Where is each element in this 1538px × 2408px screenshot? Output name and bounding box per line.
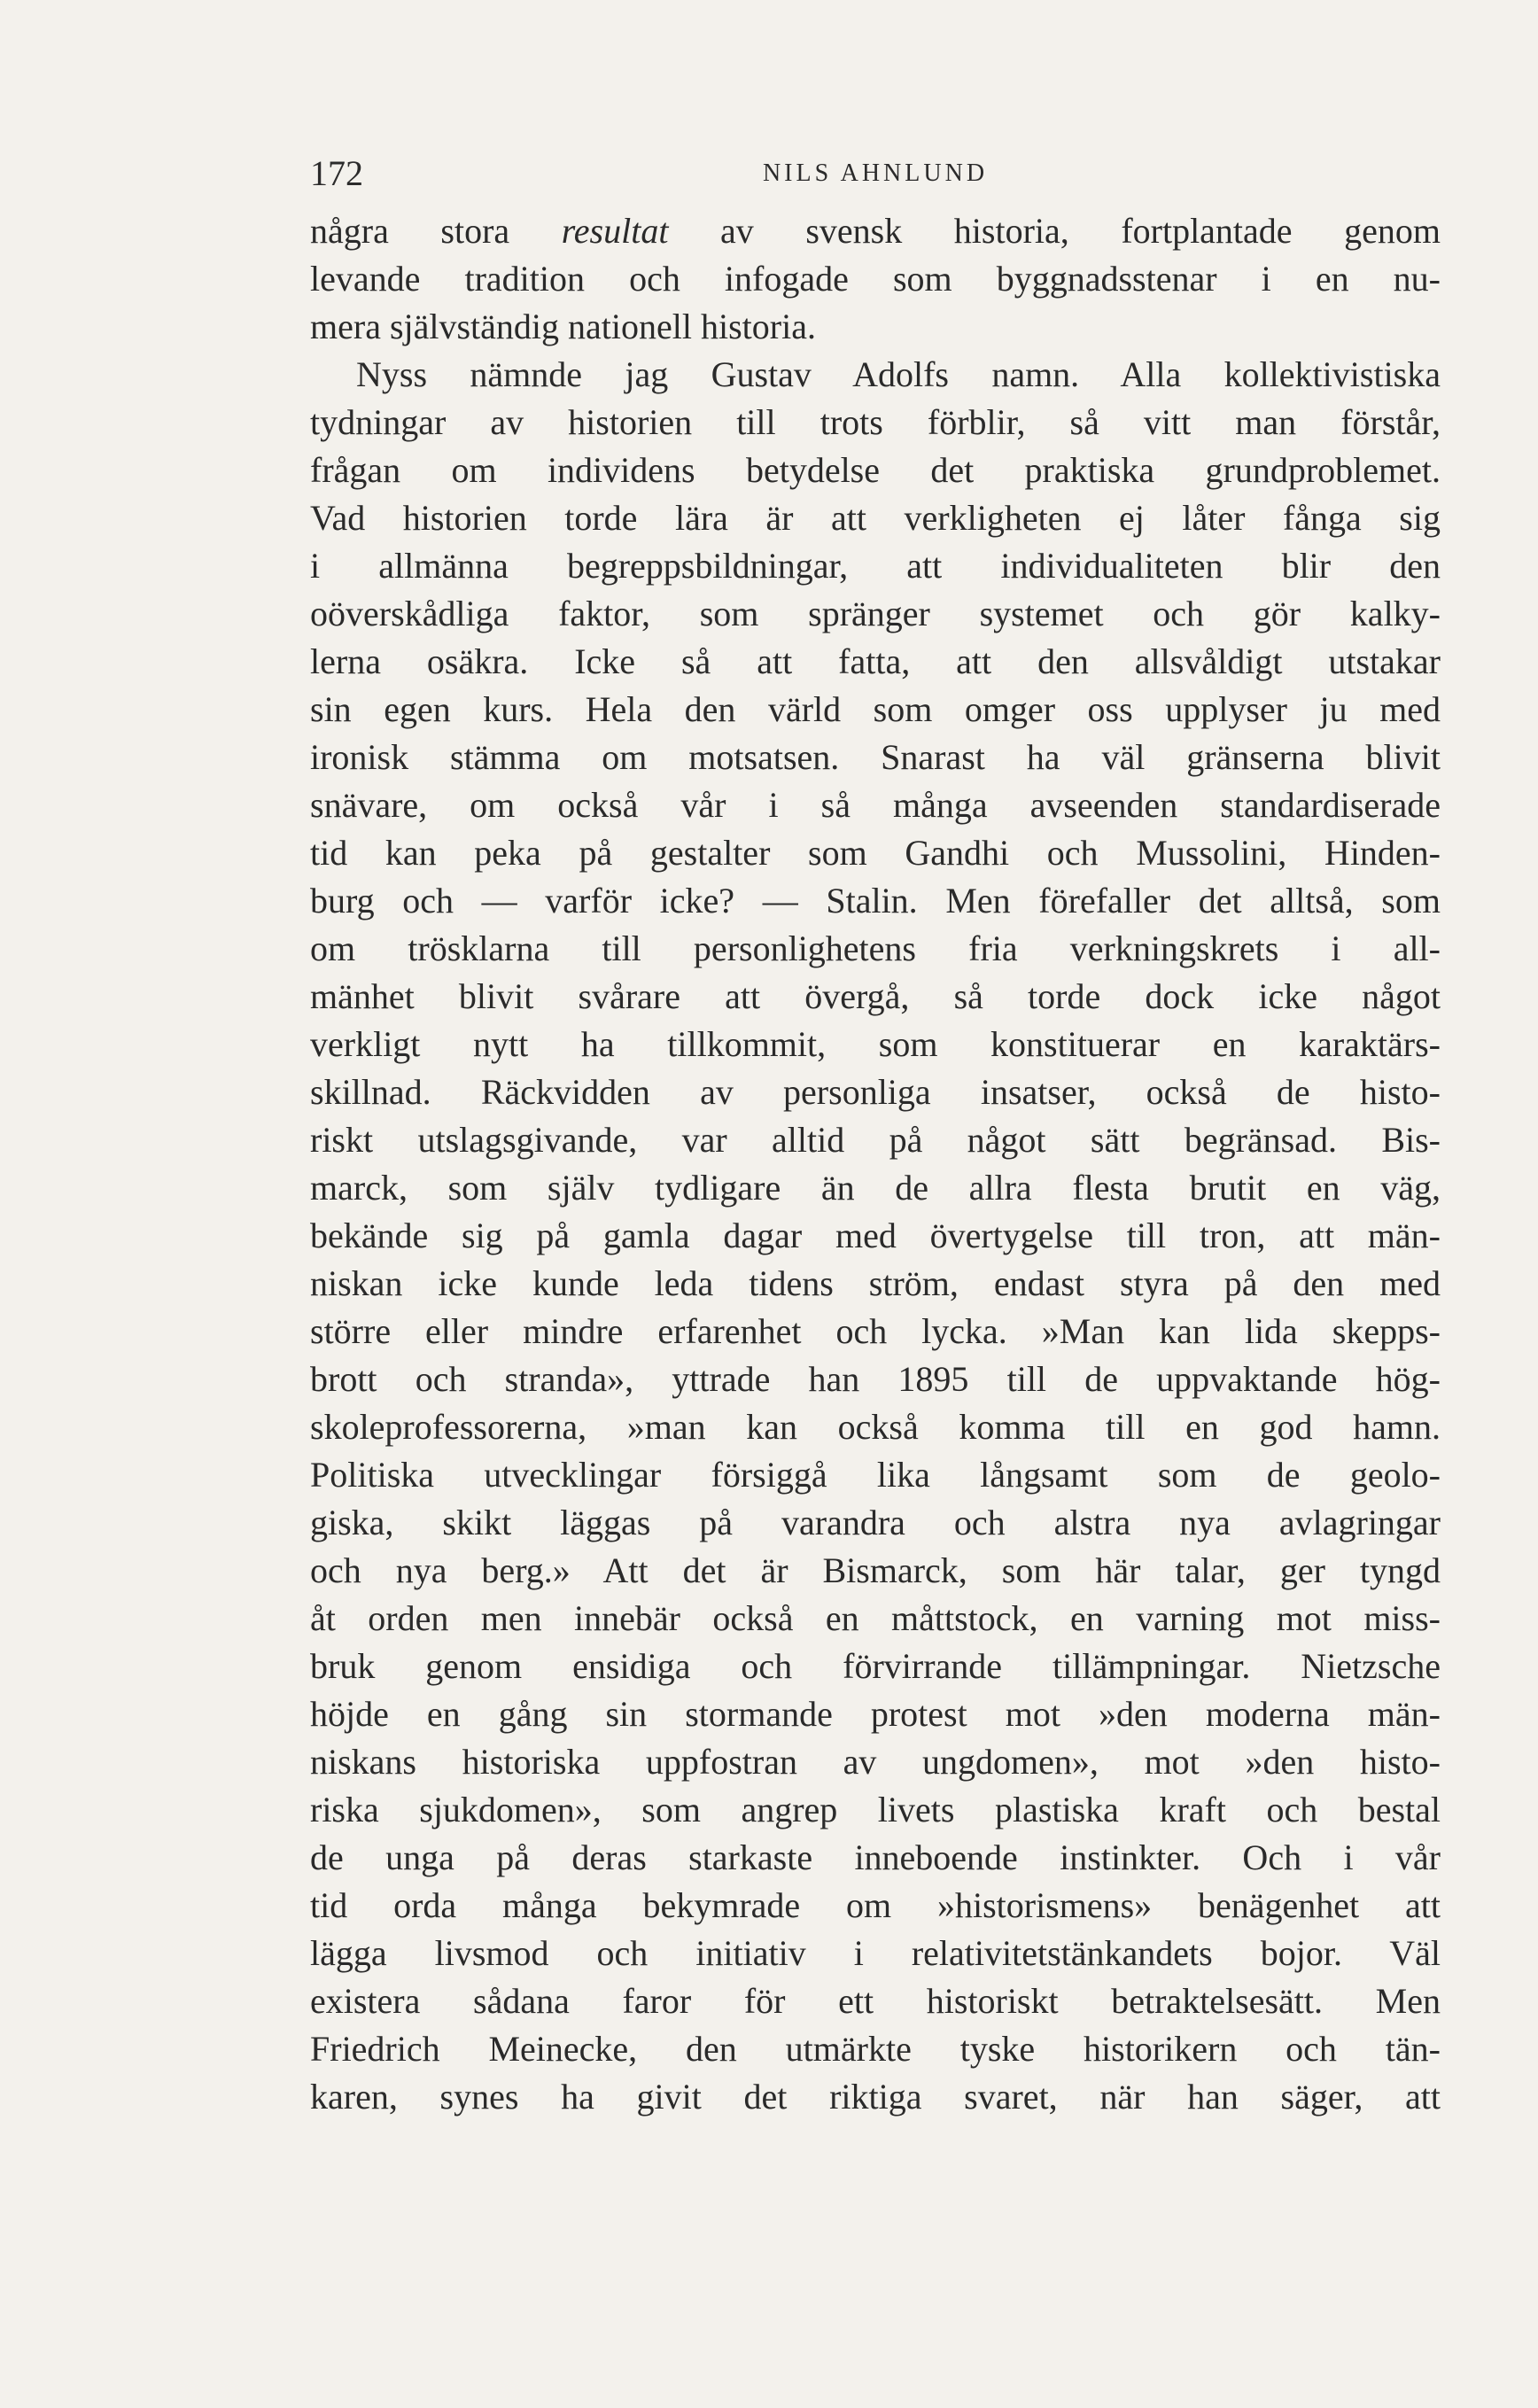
text-line: bekände sig på gamla dagar med övertygelse till tron, att män-: [310, 1216, 1441, 1255]
text-line: lägga livsmod och initiativ i relativitetstänkandets bojor. Väl: [310, 1933, 1441, 1973]
text-line: burg och — varför icke? — Stalin. Men förefaller det alltså, som: [310, 881, 1441, 920]
text-line: i allmänna begreppsbildningar, att individualiteten blir den: [310, 546, 1441, 586]
text-line: skillnad. Räckvidden av personliga insatser, också de histo-: [310, 1072, 1441, 1112]
text-line: höjde en gång sin stormande protest mot »den moderna män-: [310, 1694, 1441, 1734]
text-line: några stora resultat av svensk historia, fortplantade genom: [310, 211, 1441, 251]
text-line: frågan om individens betydelse det praktiska grundproblemet.: [310, 450, 1441, 490]
text-line: levande tradition och infogade som byggnadsstenar i en nu-: [310, 259, 1441, 299]
text-line: marck, som själv tydligare än de allra flesta brutit en väg,: [310, 1168, 1441, 1208]
text-line: mera självständig nationell historia.: [310, 307, 816, 346]
text-line: oöverskådliga faktor, som spränger systemet och gör kalky-: [310, 594, 1441, 633]
text-line: brott och stranda», yttrade han 1895 till de uppvaktande hög-: [310, 1359, 1441, 1399]
text-line: tydningar av historien till trots förblir, så vitt man förstår,: [310, 402, 1441, 442]
text-line: karen, synes ha givit det riktiga svaret, när han säger, att: [310, 2077, 1441, 2117]
italic-word: resultat: [561, 211, 669, 251]
page-number: 172: [310, 153, 363, 193]
running-head: NILS AHNLUND: [762, 159, 989, 187]
text-line: större eller mindre erfarenhet och lycka. »Man kan lida skepps-: [310, 1311, 1441, 1351]
text-line: giska, skikt läggas på varandra och alstra nya avlagringar: [310, 1503, 1441, 1542]
text-line: tid orda många bekymrade om »historismens» benägenhet att: [310, 1885, 1441, 1925]
body-text: [310, 207, 1441, 2121]
text-line: snävare, om också vår i så många avseenden standardiserade: [310, 785, 1441, 825]
text-line: tid kan peka på gestalter som Gandhi och Mussolini, Hinden-: [310, 833, 1441, 873]
text-line: de unga på deras starkaste inneboende instinkter. Och i vår: [310, 1837, 1441, 1877]
text-line: Friedrich Meinecke, den utmärkte tyske historikern och tän-: [310, 2029, 1441, 2069]
text-line: skoleprofessorerna, »man kan också komma till en god hamn.: [310, 1407, 1441, 1447]
text-line: lerna osäkra. Icke så att fatta, att den allsvåldigt utstakar: [310, 641, 1441, 681]
text-line: Politiska utvecklingar försiggå lika långsamt som de geolo-: [310, 1455, 1441, 1495]
text-line: niskans historiska uppfostran av ungdomen», mot »den histo-: [310, 1742, 1441, 1782]
text-line: sin egen kurs. Hela den värld som omger oss upplyser ju med: [310, 689, 1441, 729]
text-line: Vad historien torde lära är att verkligheten ej låter fånga sig: [310, 498, 1441, 538]
page-header: [310, 151, 1441, 197]
text-line: mänhet blivit svårare att övergå, så torde dock icke något: [310, 976, 1441, 1016]
text-line: och nya berg.» Att det är Bismarck, som här talar, ger tyngd: [310, 1550, 1441, 1590]
text-line: om trösklarna till personlighetens fria verkningskrets i all-: [310, 928, 1441, 968]
text-line: åt orden men innebär också en måttstock, en varning mot miss-: [310, 1598, 1441, 1638]
text-line: riskt utslagsgivande, var alltid på något sätt begränsad. Bis-: [310, 1120, 1441, 1160]
text-line: bruk genom ensidiga och förvirrande tillämpningar. Nietzsche: [310, 1646, 1441, 1686]
text-line: riska sjukdomen», som angrep livets plastiska kraft och bestal: [310, 1790, 1441, 1829]
text-line: niskan icke kunde leda tidens ström, endast styra på den med: [310, 1263, 1441, 1303]
text-line: ironisk stämma om motsatsen. Snarast ha väl gränserna blivit: [310, 737, 1441, 777]
text-line: existera sådana faror för ett historiskt betraktelsesätt. Men: [310, 1981, 1441, 2021]
text-line: verkligt nytt ha tillkommit, som konstituerar en karaktärs-: [310, 1024, 1441, 1064]
text-line: Nyss nämnde jag Gustav Adolfs namn. Alla kollektivistiska: [356, 354, 1441, 394]
